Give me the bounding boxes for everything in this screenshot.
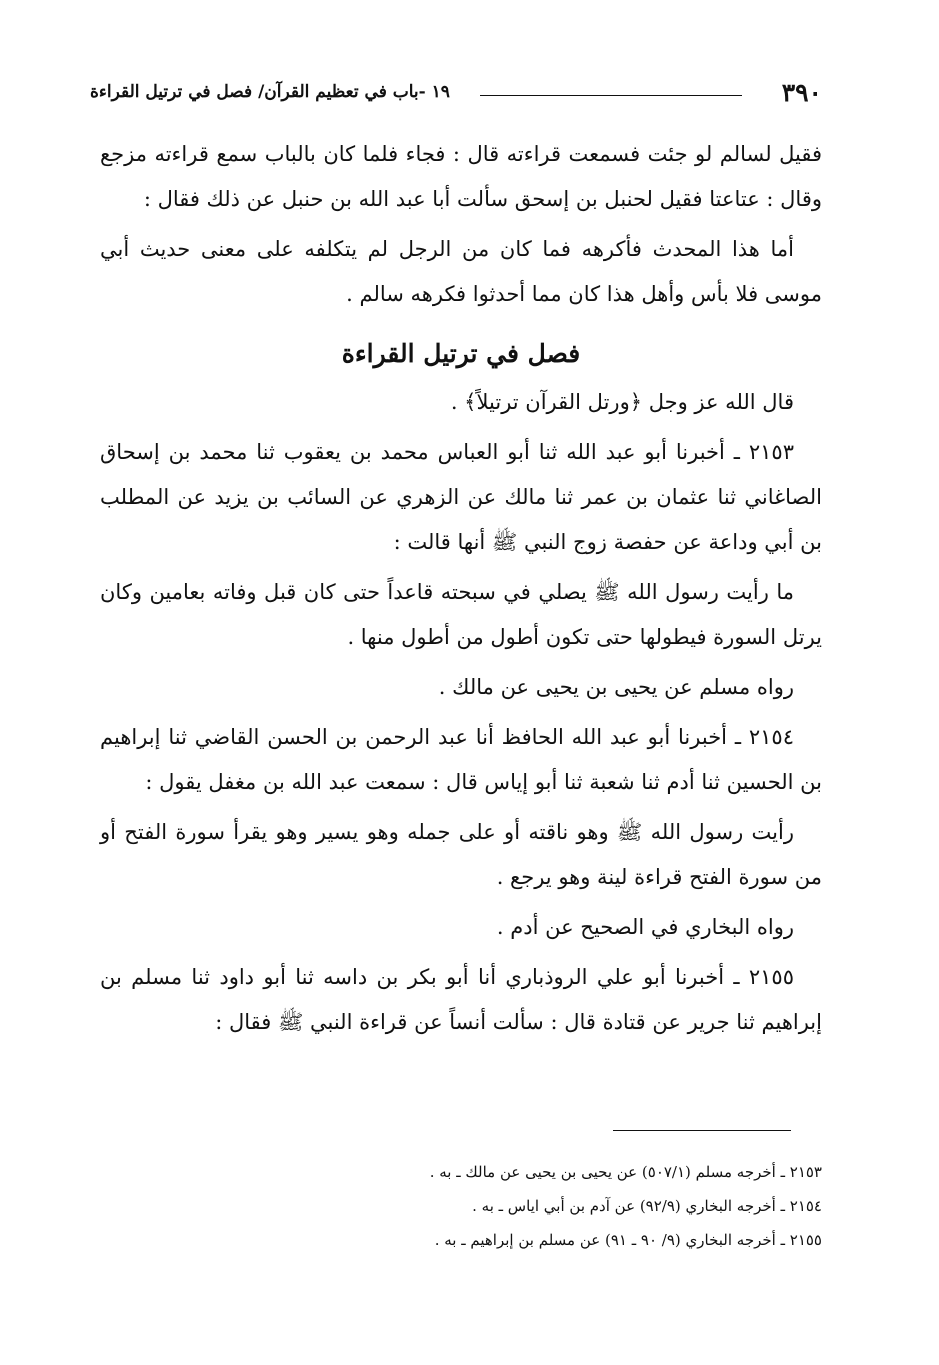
hadith-text: رأيت رسول الله ﷺ وهو ناقته أو على جمله وهو يسير وهو يقرأ سورة الفتح أو من سورة الفتح قراءة لينة وهو يرجع . — [100, 820, 822, 889]
page-number: ٣٩٠ — [781, 78, 822, 107]
section-intro: قال الله عز وجل ﴿ورتل القرآن ترتيلاً﴾ . — [450, 390, 794, 414]
page-body — [100, 132, 822, 1050]
footnote-2154: ٢١٥٤ ـ أخرجه البخاري (٩٢/٩) عن آدم بن أبي اياس ـ به . — [472, 1197, 822, 1215]
footnotes — [100, 1155, 822, 1257]
section-heading: فصل في ترتيل القراءة — [341, 339, 581, 368]
hadith-2155: ٢١٥٥ ـ أخبرنا أبو علي الروذباري أنا أبو بكر بن داسه ثنا أبو داود ثنا مسلم بن إبراهيم ثنا جرير عن قتادة قال : سألت أنساً عن قراءة النبي ﷺ فقال : — [100, 965, 822, 1034]
header-rule — [480, 95, 742, 96]
narration-note: رواه البخاري في الصحيح عن أدم . — [496, 915, 794, 939]
footnote-separator — [613, 1130, 791, 1131]
footnote-2153: ٢١٥٣ ـ أخرجه مسلم (٥٠٧/١) عن يحيى بن يحيى عن مالك ـ به . — [429, 1163, 822, 1181]
footnote-2155: ٢١٥٥ ـ أخرجه البخاري (٩/ ٩٠ ـ ٩١) عن مسلم بن إبراهيم ـ به . — [434, 1231, 822, 1249]
hadith-2154: ٢١٥٤ ـ أخبرنا أبو عبد الله الحافظ أنا عبد الرحمن بن الحسن القاضي ثنا إبراهيم بن الحسين ثنا أدم ثنا شعبة ثنا أبو إياس قال : سمعت عبد الله بن مغفل يقول : — [100, 725, 822, 794]
hadith-text: ما رأيت رسول الله ﷺ يصلي في سبحته قاعداً حتى كان قبل وفاته بعامين وكان يرتل السورة فيطولها حتى تكون أطول من أطول منها . — [100, 580, 822, 649]
paragraph: فقيل لسالم لو جئت فسمعت قراءته قال : فجاء فلما كان بالباب سمع قراءته مزجع وقال : عتاعتا فقيل لحنبل بن إسحق سألت أبا عبد الله بن حنبل عن ذلك فقال : — [100, 142, 822, 211]
paragraph: أما هذا المحدث فأكرهه فما كان من الرجل لم يتكلفه على معنى حديث أبي موسى فلا بأس وأهل هذا كان مما أحدثوا فكرهه سالم . — [100, 237, 822, 306]
running-head: ١٩ -باب في تعظيم القرآن/ فصل في ترتيل القراءة — [90, 82, 450, 102]
page-header — [90, 78, 822, 118]
narration-note: رواه مسلم عن يحيى بن يحيى عن مالك . — [438, 675, 794, 699]
hadith-2153: ٢١٥٣ ـ أخبرنا أبو عبد الله ثنا أبو العباس محمد بن يعقوب ثنا محمد بن إسحاق الصاغاني ثنا عثمان بن عمر ثنا مالك عن الزهري عن السائب بن يزيد عن المطلب بن أبي وداعة عن حفصة زوج النبي ﷺ أنها قالت : — [100, 440, 822, 554]
